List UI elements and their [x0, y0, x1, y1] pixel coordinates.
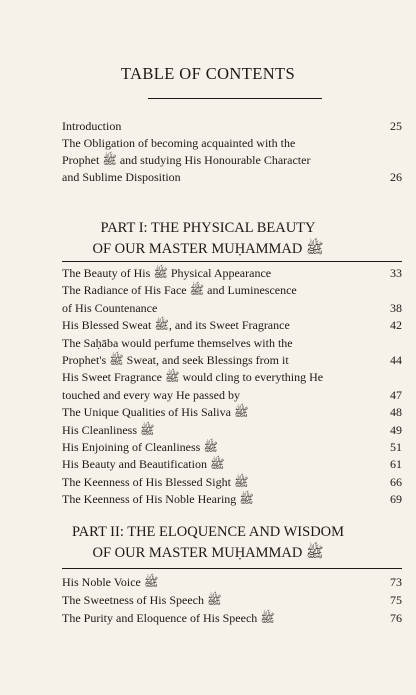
- toc-entry-title: The Obligation of becoming acquainted with the: [62, 136, 296, 150]
- toc-entry: [0, 474, 416, 491]
- toc-entry-title: touched and every way He passed by: [62, 387, 240, 402]
- toc-entry-page: 33: [390, 266, 402, 280]
- toc-entry-title: Prophet's ﷺ Sweat, and seek Blessings from it: [62, 353, 289, 367]
- part1-heading-line1: PART I: THE PHYSICAL BEAUTY: [100, 220, 316, 236]
- toc-entry-title: Introduction: [62, 119, 122, 133]
- toc-entry: [0, 439, 416, 456]
- toc-entry-title: The Purity and Eloquence of His Speech ﷺ: [62, 611, 275, 625]
- toc-entry-page: 75: [390, 593, 402, 607]
- toc-entry: [0, 118, 416, 135]
- toc-entry-page: 49: [390, 422, 402, 437]
- toc-entry-page: 66: [390, 474, 402, 489]
- toc-entry: [0, 404, 416, 421]
- toc-entry: [0, 335, 416, 352]
- toc-entry-title: His Blessed Sweat ﷺ, and its Sweet Fragrance: [62, 318, 290, 333]
- toc-entry: [0, 282, 416, 299]
- toc-entry: [0, 491, 416, 508]
- toc-entry-title: His Cleanliness ﷺ: [62, 422, 155, 437]
- toc-entry: [0, 610, 416, 627]
- toc-entry-page: 69: [390, 492, 402, 507]
- toc-entry-title: The Unique Qualities of His Saliva ﷺ: [62, 405, 249, 420]
- toc-entry-title: The Beauty of His ﷺ Physical Appearance: [62, 266, 272, 280]
- part2-heading: [0, 522, 416, 564]
- toc-entry-title: The Sweetness of His Speech ﷺ: [62, 593, 222, 607]
- part2-heading-line1: PART II: THE ELOQUENCE AND WISDOM: [71, 524, 345, 540]
- title-underline: [148, 98, 322, 99]
- toc-entry: [0, 169, 416, 186]
- toc-entry-page: 25: [390, 119, 402, 133]
- toc-entry: [0, 152, 416, 169]
- toc-entry: [0, 352, 416, 369]
- toc-entry-page: 44: [390, 353, 402, 367]
- toc-entry-title: of His Countenance: [62, 300, 158, 315]
- toc-entry-page: 61: [390, 457, 402, 472]
- toc-entry-page: 48: [390, 405, 402, 420]
- toc-entry-title: His Beauty and Beautification ﷺ: [62, 457, 225, 472]
- toc-entry: [0, 265, 416, 282]
- toc-entry: [0, 456, 416, 473]
- toc-entry-title: The Keenness of His Blessed Sight ﷺ: [62, 474, 249, 489]
- toc-entry-page: 26: [390, 170, 402, 184]
- toc-entry: [0, 574, 416, 591]
- toc-entry: [0, 135, 416, 152]
- toc-entry: [0, 422, 416, 439]
- toc-entry-page: 76: [390, 611, 402, 625]
- toc-entry-title: His Enjoining of Cleanliness ﷺ: [62, 440, 218, 454]
- toc-entry-title: The Keenness of His Noble Hearing ﷺ: [62, 492, 254, 507]
- toc-entry-page: 38: [390, 300, 402, 315]
- toc-entry-title: His Noble Voice ﷺ: [62, 575, 159, 589]
- toc-entry: [0, 317, 416, 334]
- toc-entry-title: and Sublime Disposition: [62, 170, 181, 184]
- part2-divider: [62, 568, 402, 569]
- toc-entry: [0, 369, 416, 386]
- part1-heading-line2: OF OUR MASTER MUḤAMMAD ﷺ: [92, 241, 324, 257]
- toc-entry: [0, 592, 416, 609]
- toc-entry-page: 51: [390, 440, 402, 454]
- toc-entry-title: The Saḥāba would perfume themselves with the: [62, 335, 293, 350]
- toc-entry: [0, 387, 416, 404]
- page-title: TABLE OF CONTENTS: [120, 64, 296, 83]
- part2-heading-line2: OF OUR MASTER MUḤAMMAD ﷺ: [92, 545, 324, 561]
- toc-entry: [0, 300, 416, 317]
- part1-heading: [0, 218, 416, 260]
- part1-divider: [62, 261, 402, 262]
- toc-entry-page: 42: [390, 318, 402, 333]
- toc-entry-page: 73: [390, 575, 402, 589]
- toc-entry-title: The Radiance of His Face ﷺ and Luminescence: [62, 283, 297, 298]
- toc-entry-page: 47: [390, 387, 402, 402]
- toc-entry-title: His Sweet Fragrance ﷺ would cling to everything He: [62, 370, 324, 385]
- toc-entry-title: Prophet ﷺ and studying His Honourable Character: [62, 153, 311, 167]
